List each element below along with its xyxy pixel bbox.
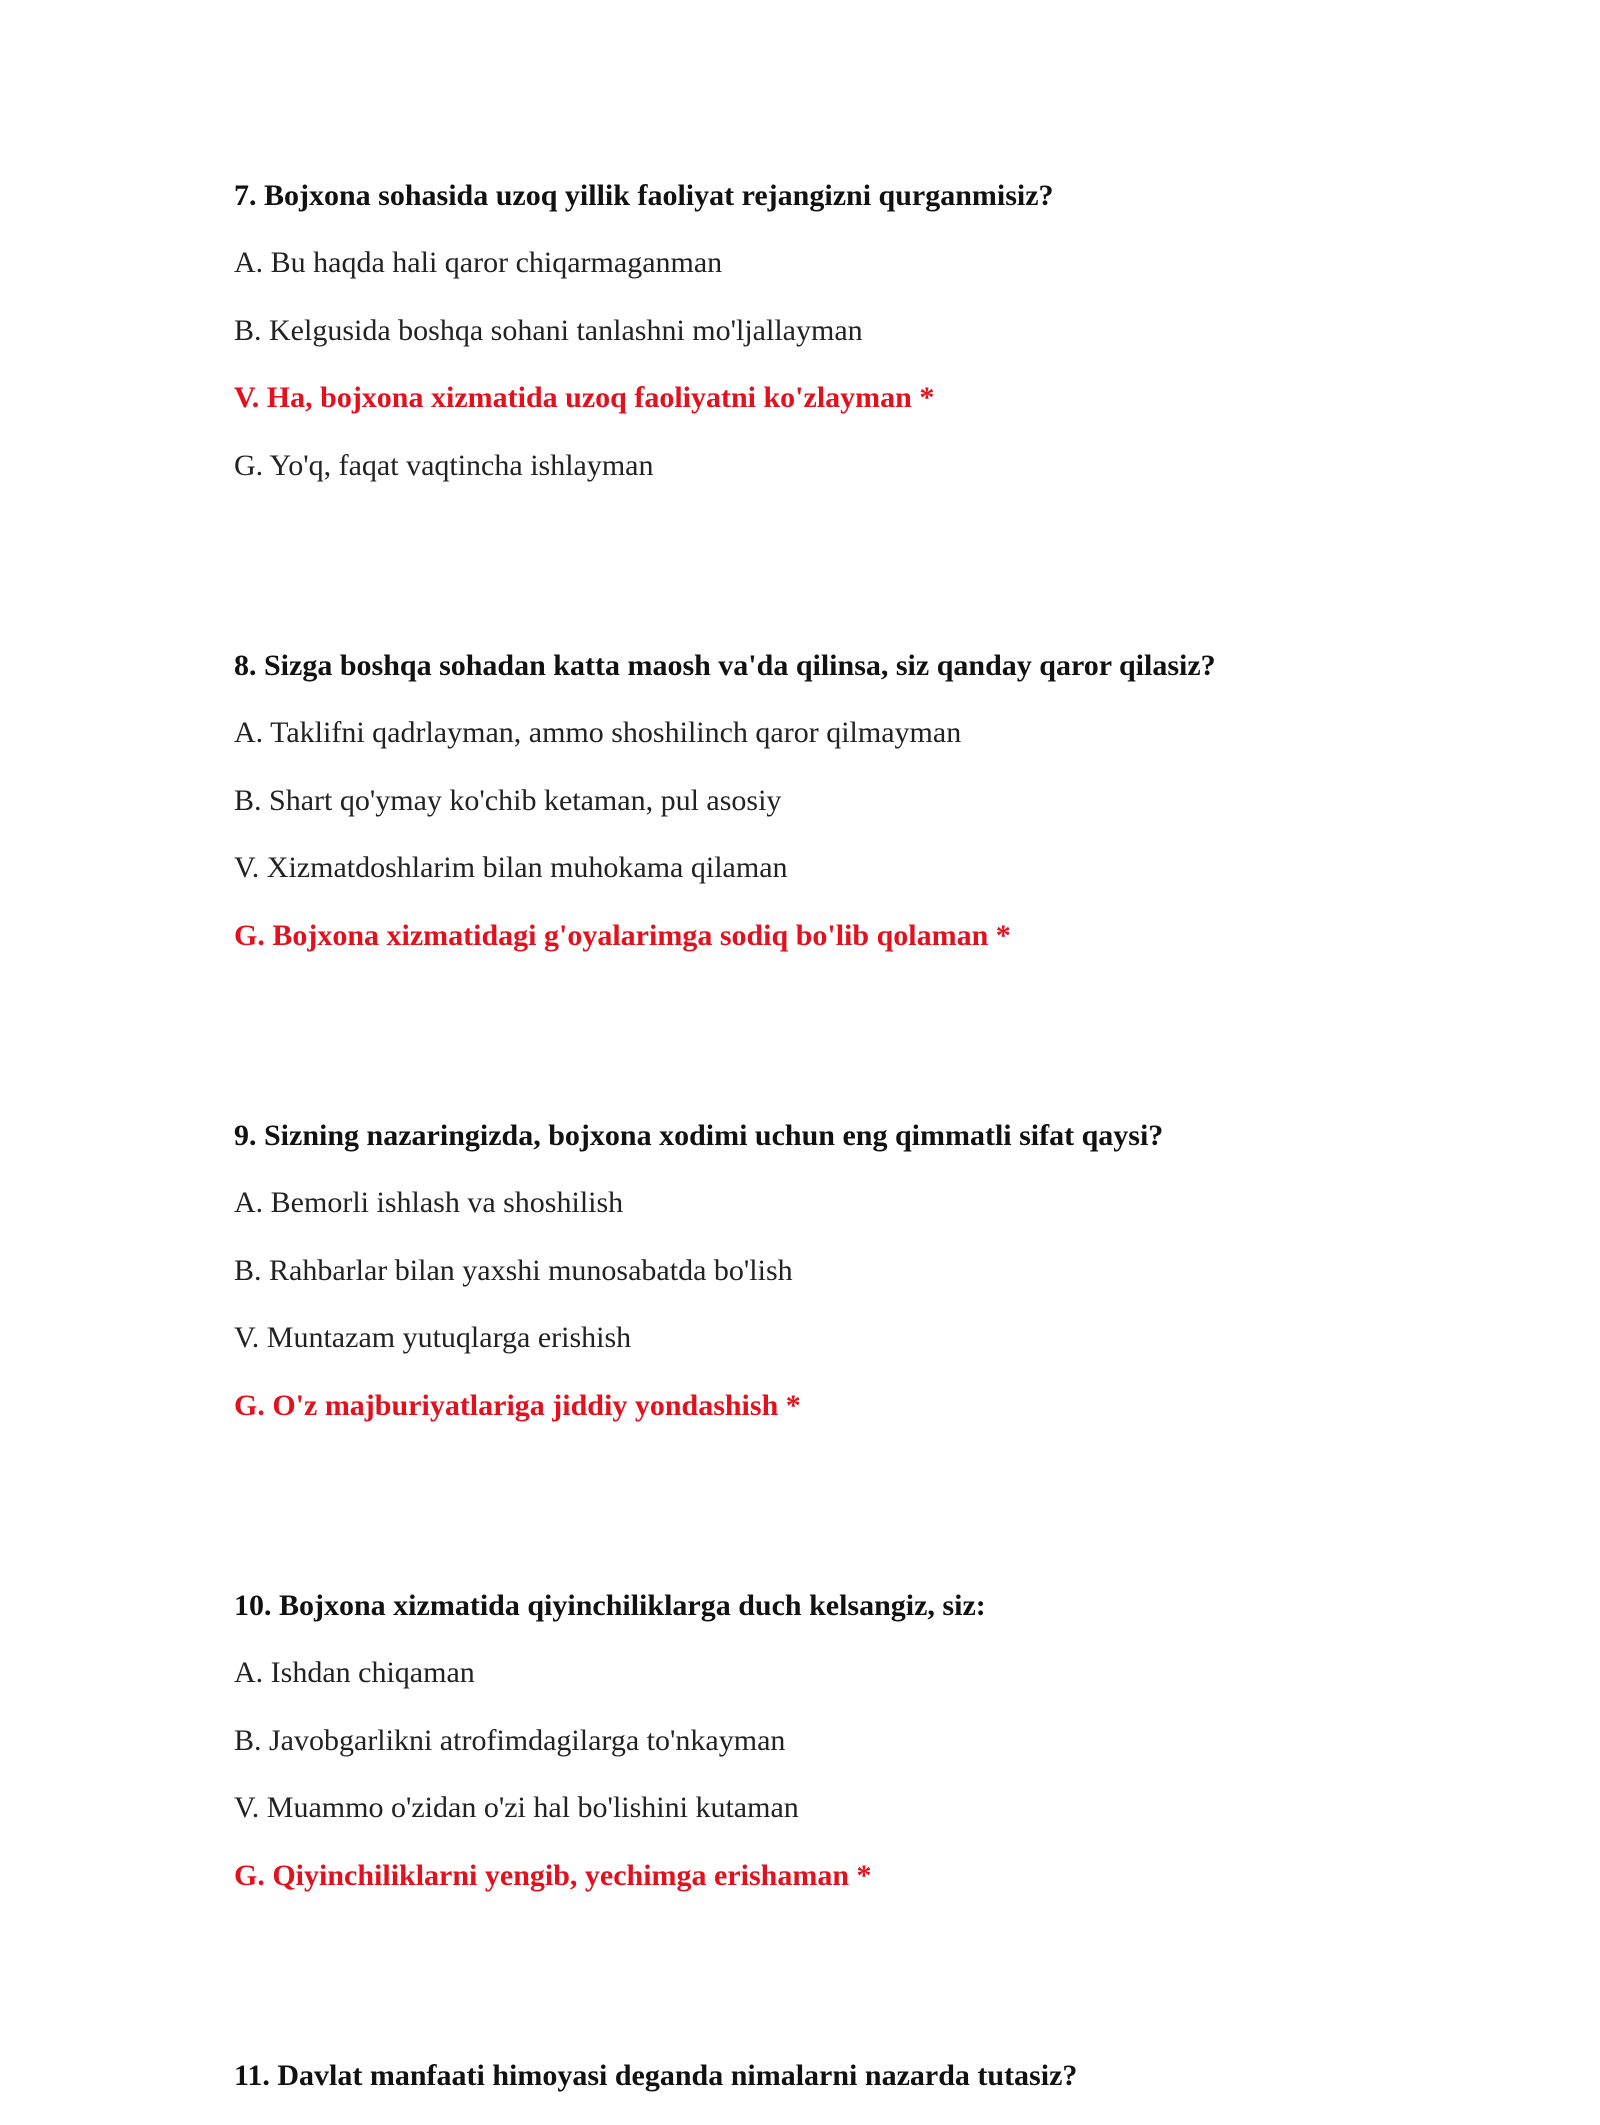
question-10 [234, 1588, 1434, 1925]
answer-option: A. Taklifni qadrlayman, ammo shoshilinch qaror qilmayman [234, 716, 962, 749]
answer-option: B. Kelgusida boshqa sohani tanlashni mo'ljallayman [234, 313, 863, 347]
question-title: 9. Sizning nazaringizda, bojxona xodimi uchun eng qimmatli sifat qaysi? [234, 1119, 1164, 1152]
answer-option: A. Bu haqda hali qaror chiqarmaganman [234, 246, 723, 279]
question-9 [234, 1118, 1434, 1455]
correct-answer-option: V. Ha, bojxona xizmatida uzoq faoliyatni ko'zlayman * [234, 381, 935, 414]
answer-option: V. Muntazam yutuqlarga erishish [234, 1321, 632, 1354]
correct-answer-option: G. Bojxona xizmatidagi g'oyalarimga sodiq bo'lib qolaman * [234, 918, 1011, 952]
spacer [234, 1455, 1434, 1588]
answer-option: A. Bemorli ishlash va shoshilish [234, 1186, 624, 1219]
question-8 [234, 648, 1434, 985]
question-11 [234, 2058, 1434, 2125]
correct-answer-option: G. Qiyinchiliklarni yengib, yechimga erishaman * [234, 1858, 872, 1892]
answer-option: B. Javobgarlikni atrofimdagilarga to'nkayman [234, 1723, 786, 1757]
answer-option: A. Ishdan chiqaman [234, 1656, 475, 1689]
question-title: 10. Bojxona xizmatida qiyinchiliklarga duch kelsangiz, siz: [234, 1589, 986, 1622]
question-7 [234, 178, 1434, 515]
answer-option: B. Shart qo'ymay ko'chib ketaman, pul asosiy [234, 783, 782, 817]
spacer [234, 985, 1434, 1118]
correct-answer-option: G. O'z majburiyatlariga jiddiy yondashish * [234, 1388, 801, 1422]
answer-option: B. Rahbarlar bilan yaxshi munosabatda bo'lish [234, 1253, 793, 1287]
question-title: 8. Sizga boshqa sohadan katta maosh va'da qilinsa, siz qanday qaror qilasiz? [234, 649, 1216, 682]
answer-option: V. Xizmatdoshlarim bilan muhokama qilaman [234, 851, 788, 884]
question-title: 7. Bojxona sohasida uzoq yillik faoliyat rejangizni qurganmisiz? [234, 179, 1054, 212]
question-title: 11. Davlat manfaati himoyasi deganda nimalarni nazarda tutasiz? [234, 2059, 1078, 2092]
spacer [234, 515, 1434, 648]
document-page [234, 178, 1434, 2125]
answer-option: V. Muammo o'zidan o'zi hal bo'lishini kutaman [234, 1791, 799, 1824]
spacer [234, 1925, 1434, 2058]
answer-option: G. Yo'q, faqat vaqtincha ishlayman [234, 448, 654, 482]
